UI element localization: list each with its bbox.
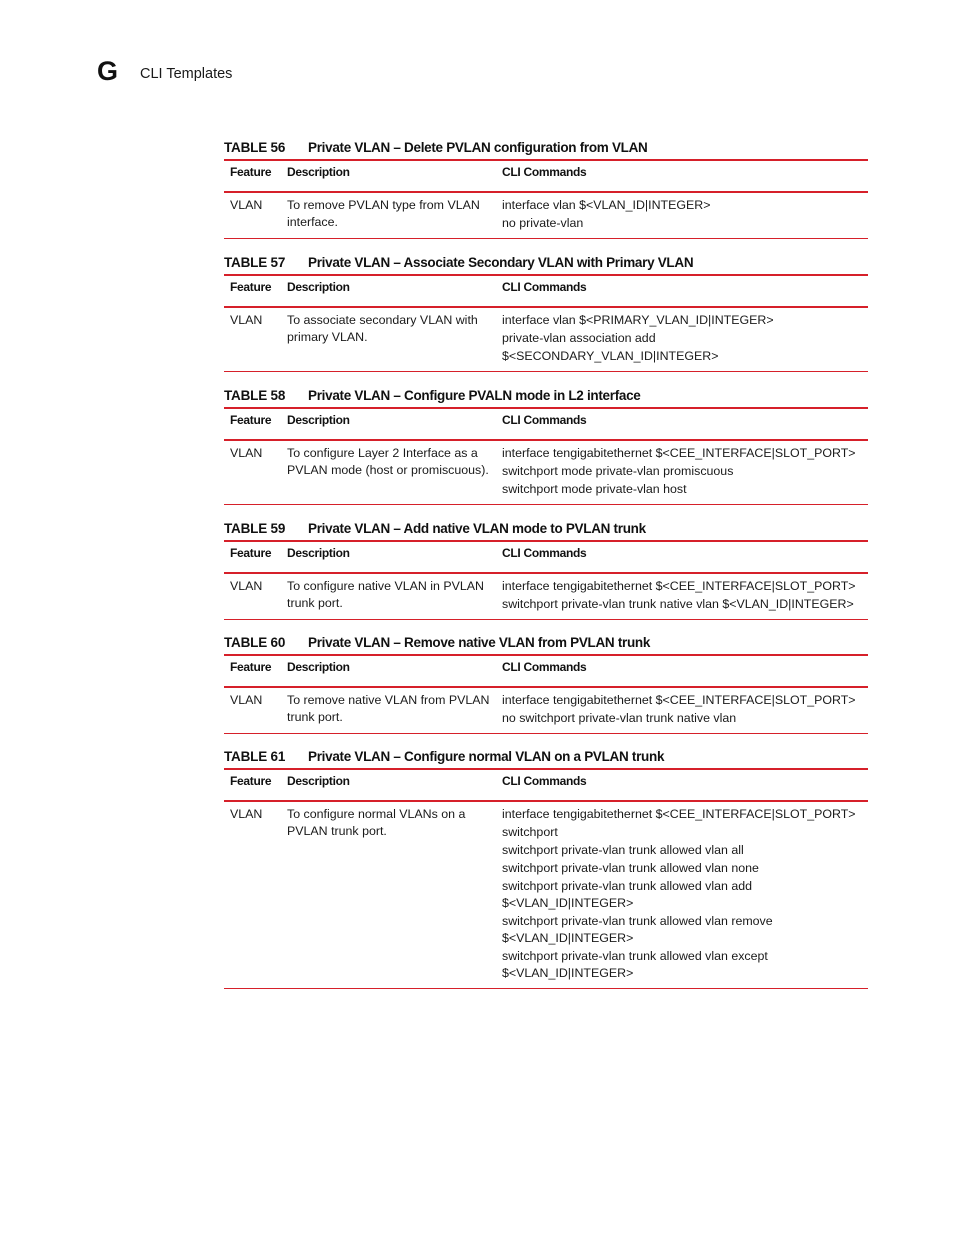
cli-command: no switchport private-vlan trunk native vlan — [502, 711, 737, 725]
cell-cli-commands — [496, 440, 868, 505]
table-number: TABLE 60 — [224, 635, 286, 650]
header-cli-commands: CLI Commands — [502, 546, 587, 560]
chapter-title: CLI Templates — [140, 66, 233, 82]
cell-cli-commands — [496, 192, 868, 239]
cli-command: no private-vlan — [502, 216, 584, 230]
table-title: Private VLAN – Associate Secondary VLAN with Primary VLAN — [308, 255, 694, 270]
table-title: Private VLAN – Configure PVALN mode in L2 interface — [308, 388, 641, 403]
table-caption — [224, 385, 868, 407]
cli-command: private-vlan association add — [502, 331, 656, 345]
cli-table — [224, 540, 868, 620]
cell-feature: VLAN — [230, 579, 263, 593]
table-number: TABLE 58 — [224, 388, 286, 403]
header-feature: Feature — [230, 413, 272, 427]
table-block-56 — [224, 137, 868, 239]
table-number: TABLE 59 — [224, 521, 286, 536]
header-description: Description — [287, 280, 350, 294]
cli-command: switchport private-vlan trunk allowed vlan remove $<VLAN_ID|INTEGER> — [502, 914, 773, 945]
cli-command: switchport private-vlan trunk allowed vlan except $<VLAN_ID|INTEGER> — [502, 949, 768, 980]
table-row — [224, 801, 868, 989]
table-header-row — [224, 275, 868, 307]
header-description: Description — [287, 546, 350, 560]
cli-command: interface tengigabitethernet $<CEE_INTERFACE|SLOT_PORT> — [502, 446, 856, 460]
cell-cli-commands — [496, 573, 868, 620]
table-header-row — [224, 769, 868, 801]
header-feature: Feature — [230, 546, 272, 560]
table-spacer — [224, 372, 868, 385]
cli-command: interface vlan $<PRIMARY_VLAN_ID|INTEGER> — [502, 313, 774, 327]
table-block-59 — [224, 518, 868, 620]
header-description: Description — [287, 774, 350, 788]
cell-description: To configure Layer 2 Interface as a PVLAN mode (host or promiscuous). — [287, 446, 489, 477]
cli-command: interface vlan $<VLAN_ID|INTEGER> — [502, 198, 711, 212]
header-cli-commands: CLI Commands — [502, 774, 587, 788]
table-header-row — [224, 655, 868, 687]
table-block-58 — [224, 385, 868, 505]
cell-feature: VLAN — [230, 446, 263, 460]
table-row — [224, 573, 868, 620]
table-header-row — [224, 541, 868, 573]
cli-table — [224, 768, 868, 989]
table-spacer — [224, 505, 868, 518]
cli-command: switchport private-vlan trunk allowed vlan all — [502, 843, 744, 857]
table-spacer — [224, 620, 868, 632]
cli-command: interface tengigabitethernet $<CEE_INTERFACE|SLOT_PORT> — [502, 693, 856, 707]
cli-command: switchport mode private-vlan promiscuous — [502, 464, 734, 478]
header-feature: Feature — [230, 280, 272, 294]
cli-table — [224, 274, 868, 372]
cell-cli-commands — [496, 801, 868, 989]
table-row — [224, 192, 868, 239]
cli-command: interface tengigabitethernet $<CEE_INTERFACE|SLOT_PORT> — [502, 579, 856, 593]
cli-command: switchport mode private-vlan host — [502, 482, 687, 496]
table-spacer — [224, 734, 868, 746]
cli-table — [224, 407, 868, 505]
table-caption — [224, 632, 868, 654]
cli-command: interface tengigabitethernet $<CEE_INTERFACE|SLOT_PORT> — [502, 807, 856, 821]
cli-command: $<SECONDARY_VLAN_ID|INTEGER> — [502, 349, 719, 363]
header-cli-commands: CLI Commands — [502, 280, 587, 294]
table-title: Private VLAN – Delete PVLAN configuration from VLAN — [308, 140, 648, 155]
table-row — [224, 307, 868, 372]
table-caption — [224, 252, 868, 274]
header-cli-commands: CLI Commands — [502, 413, 587, 427]
table-block-57 — [224, 252, 868, 372]
header-cli-commands: CLI Commands — [502, 660, 587, 674]
header-feature: Feature — [230, 660, 272, 674]
table-title: Private VLAN – Configure normal VLAN on a PVLAN trunk — [308, 749, 665, 764]
cli-command: switchport private-vlan trunk allowed vlan add $<VLAN_ID|INTEGER> — [502, 879, 753, 910]
cli-table — [224, 159, 868, 239]
cli-table — [224, 654, 868, 734]
table-block-60 — [224, 632, 868, 734]
header-description: Description — [287, 165, 350, 179]
cell-description: To configure normal VLANs on a PVLAN trunk port. — [287, 807, 466, 838]
header-description: Description — [287, 413, 350, 427]
table-block-61 — [224, 746, 868, 989]
table-header-row — [224, 408, 868, 440]
table-row — [224, 687, 868, 734]
cell-description: To configure native VLAN in PVLAN trunk port. — [287, 579, 484, 610]
cell-feature: VLAN — [230, 198, 263, 212]
table-title: Private VLAN – Add native VLAN mode to PVLAN trunk — [308, 521, 646, 536]
cell-cli-commands — [496, 687, 868, 734]
cell-feature: VLAN — [230, 313, 263, 327]
cli-command: switchport private-vlan trunk allowed vlan none — [502, 861, 759, 875]
table-caption — [224, 137, 868, 159]
table-number: TABLE 61 — [224, 749, 286, 764]
header-cli-commands: CLI Commands — [502, 165, 587, 179]
cli-command: switchport private-vlan trunk native vlan $<VLAN_ID|INTEGER> — [502, 597, 854, 611]
header-feature: Feature — [230, 774, 272, 788]
header-feature: Feature — [230, 165, 272, 179]
cell-description: To remove native VLAN from PVLAN trunk port. — [287, 693, 490, 724]
table-caption — [224, 746, 868, 768]
cell-description: To associate secondary VLAN with primary VLAN. — [287, 313, 478, 344]
header-description: Description — [287, 660, 350, 674]
table-header-row — [224, 160, 868, 192]
chapter-letter: G — [97, 56, 119, 86]
table-row — [224, 440, 868, 505]
table-title: Private VLAN – Remove native VLAN from PVLAN trunk — [308, 635, 651, 650]
table-spacer — [224, 239, 868, 252]
cell-feature: VLAN — [230, 807, 263, 821]
cli-command: switchport — [502, 825, 558, 839]
tables-container — [224, 137, 868, 989]
cell-description: To remove PVLAN type from VLAN interface. — [287, 198, 480, 229]
table-number: TABLE 57 — [224, 255, 286, 270]
cell-cli-commands — [496, 307, 868, 372]
cell-feature: VLAN — [230, 693, 263, 707]
table-caption — [224, 518, 868, 540]
table-number: TABLE 56 — [224, 140, 286, 155]
